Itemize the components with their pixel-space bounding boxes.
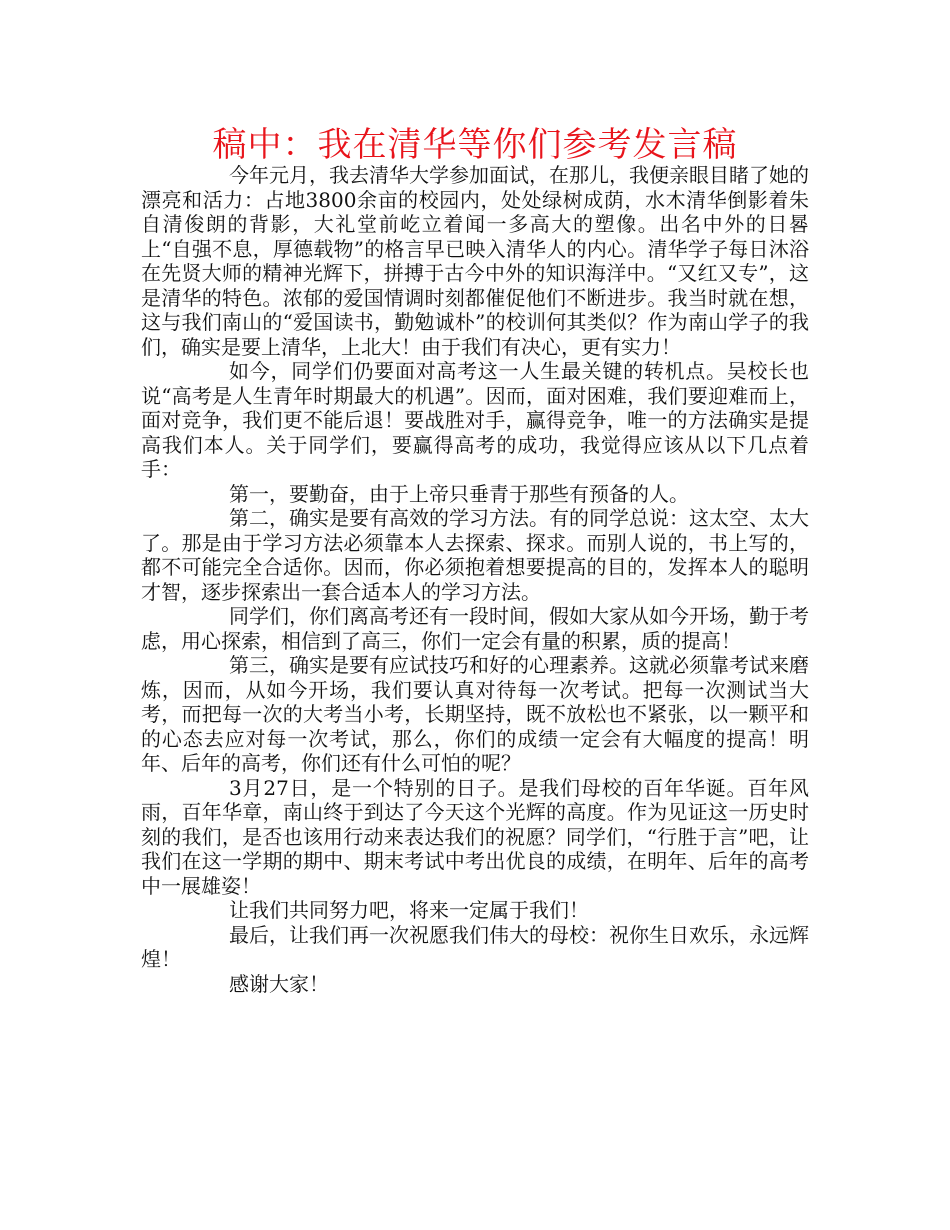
paragraph-9: 最后，让我们再一次祝愿我们伟大的母校：祝你生日欢乐，永远辉煌！ [141,922,809,971]
paragraph-7: 3月27日，是一个特别的日子。是我们母校的百年华诞。百年风雨，百年华章，南山终于到达了今天这个光辉的高度。作为见证这一历史时刻的我们，是否也该用行动来表达我们的祝愿？同学们，“行胜于言”吧，让我们在这一学期的期中、期末考试中考出优良的成绩，在明年、后年的高考中一展雄姿！ [141,775,809,898]
paragraph-8: 让我们共同努力吧，将来一定属于我们！ [229,898,589,922]
paragraph-2: 如今，同学们仍要面对高考这一人生最关键的转机点。吴校长也说“高考是人生青年时期最大的机遇”。因而，面对困难，我们要迎难而上，面对竞争，我们更不能后退！要战胜对手，赢得竞争，唯一的方法确实是提高我们本人。关于同学们，要赢得高考的成功，我觉得应该从以下几点着手： [141,359,809,481]
paragraph-1: 今年元月，我去清华大学参加面试，在那儿，我便亲眼目睹了她的漂亮和活力：占地3800余亩的校园内，处处绿树成荫，水木清华倒影着朱自清俊朗的背影，大礼堂前屹立着闻一多高大的塑像。出名中外的日晷上“自强不息，厚德载物”的格言早已映入清华人的内心。清华学子每日沐浴在先贤大师的精神光辉下，拼搏于古今中外的知识海洋中。“又红又专”，这是清华的特色。浓郁的爱国情调时刻都催促他们不断进步。我当时就在想，这与我们南山的“爱国读书，勤勉诚朴”的校训何其类似？作为南山学子的我们，确实是要上清华，上北大！由于我们有决心，更有实力！ [141,163,809,359]
paragraph-4: 第二，确实是要有高效的学习方法。有的同学总说：这太空、太大了。那是由于学习方法必须靠本人去探索、探求。而别人说的，书上写的，都不可能完全合适你。因而，你必须抱着想要提高的目的，发挥本人的聪明才智，逐步探索出一套合适本人的学习方法。 [141,506,809,604]
paragraph-10: 感谢大家！ [229,971,329,996]
document-title: 稿中：我在清华等你们参考发言稿 [212,125,738,165]
document-body [141,163,809,996]
paragraph-5: 同学们，你们离高考还有一段时间，假如大家从如今开场，勤于考虑，用心探索，相信到了高三，你们一定会有量的积累，质的提高！ [141,604,809,653]
paragraph-3: 第一，要勤奋，由于上帝只垂青于那些有预备的人。 [229,481,689,506]
paragraph-6: 第三，确实是要有应试技巧和好的心理素养。这就必须靠考试来磨炼，因而，从如今开场，我们要认真对待每一次考试。把每一次测试当大考，而把每一次的大考当小考，长期坚持，既不放松也不紧张，以一颗平和的心态去应对每一次考试，那么，你们的成绩一定会有大幅度的提高！明年、后年的高考，你们还有什么可怕的呢？ [141,653,809,775]
